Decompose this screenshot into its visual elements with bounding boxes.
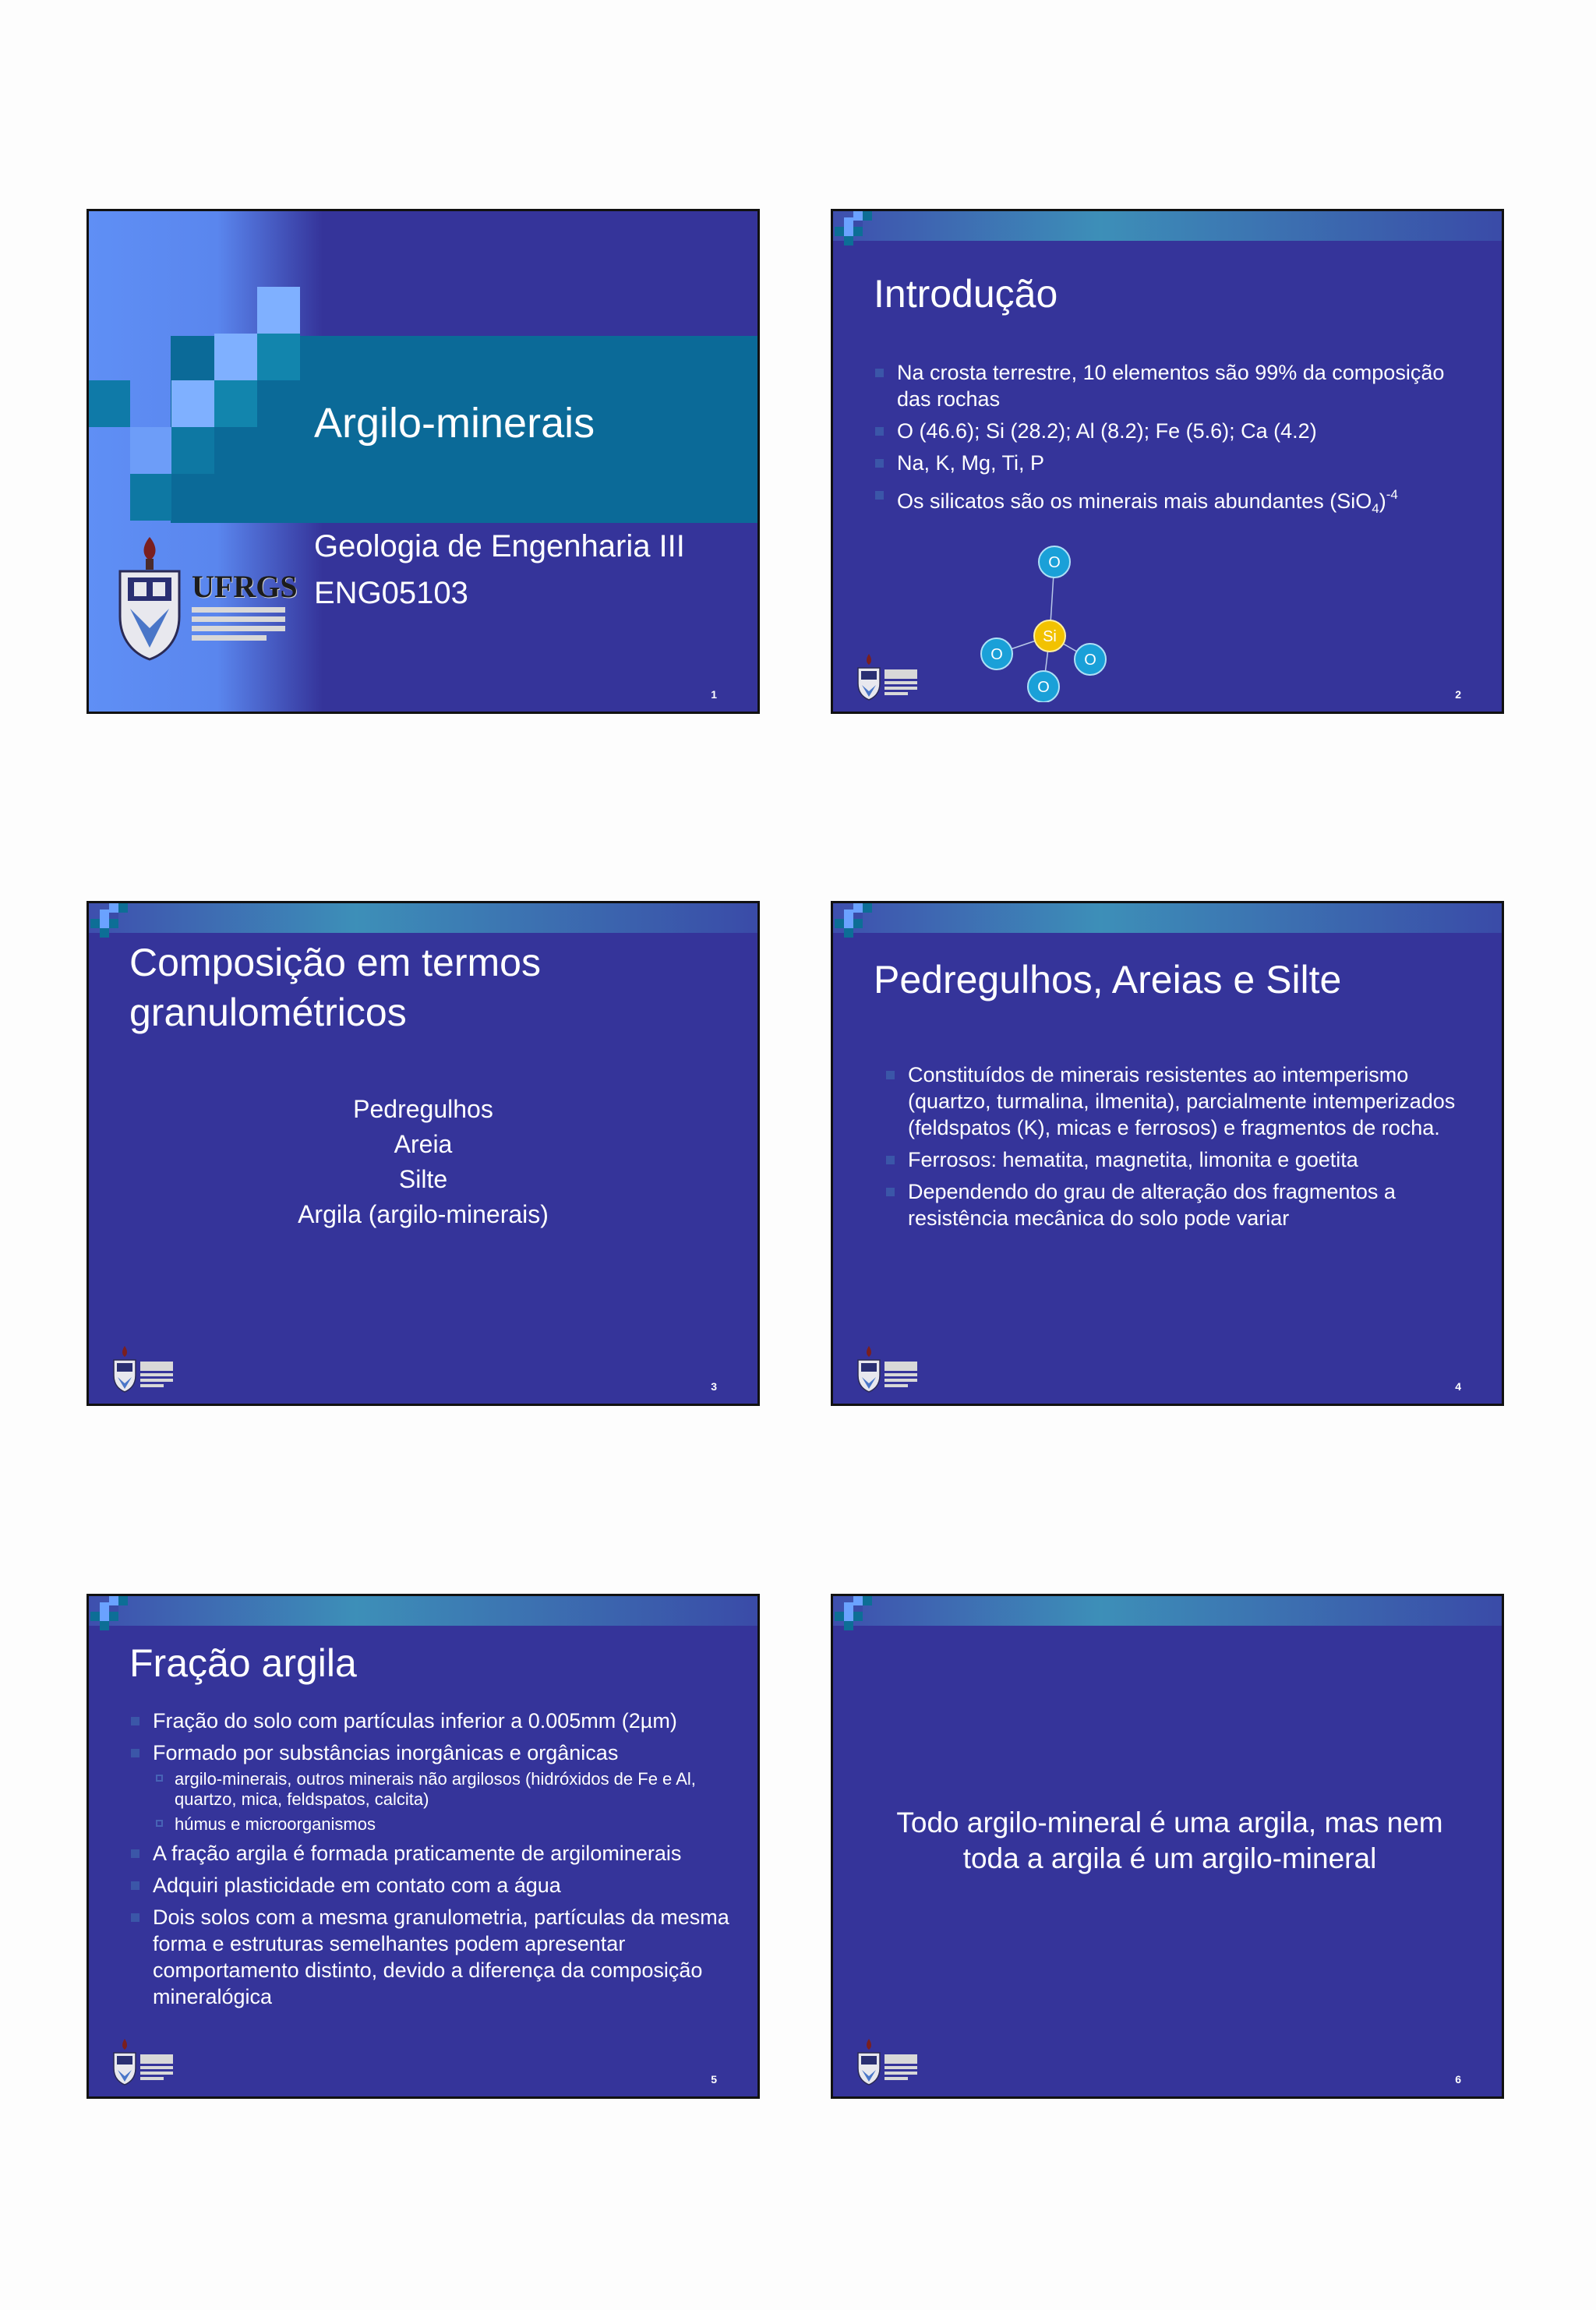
- slide-title: Pedregulhos, Areias e Silte: [874, 958, 1342, 1001]
- slide-title: Argilo-minerais: [314, 400, 595, 447]
- slide-title: Introdução: [874, 272, 1058, 316]
- slide-header-bar: [89, 1596, 757, 1626]
- sub-bullet-list: [153, 1769, 737, 1835]
- ufrgs-logo-text: UFRGS: [192, 569, 298, 604]
- ufrgs-logo: [111, 531, 298, 663]
- svg-text:O: O: [1084, 652, 1096, 669]
- bullet-item: Na crosta terrestre, 10 elementos são 99% da composição das rochas: [874, 359, 1481, 412]
- slide-header-bar: [833, 1596, 1502, 1626]
- slide-1[interactable]: [87, 209, 760, 714]
- bullet-item: Dois solos com a mesma granulometria, partículas da mesma forma e estruturas semelhantes podem apresentar comportamento distinto, devido a diferença da composição mineralógica: [129, 1904, 737, 2010]
- slide-title: Composição em termos granulométricos: [129, 941, 541, 1034]
- slide-number: 4: [1455, 1380, 1461, 1393]
- bullet-item: A fração argila é formada praticamente de argilominerais: [129, 1840, 737, 1867]
- silicate-tetrahedron-diagram: [966, 531, 1121, 702]
- slide-header-bar: [833, 903, 1502, 933]
- header-decorative-squares: [833, 211, 880, 245]
- bullet-text-close: ): [1379, 489, 1386, 513]
- bullet-list: [874, 359, 1481, 528]
- slide-header-bar: [833, 211, 1502, 241]
- list-line: Argila (argilo-minerais): [298, 1200, 549, 1228]
- slide-subtitle-code: ENG05103: [314, 576, 468, 610]
- ufrgs-logo-icon: [855, 1344, 919, 1393]
- bullet-item: Adquiri plasticidade em contato com a água: [129, 1872, 737, 1899]
- sub-bullet-item: argilo-minerais, outros minerais não argilosos (hidróxidos de Fe e Al, quartzo, mica, feldspatos, calcita): [153, 1769, 737, 1810]
- slide-3[interactable]: [87, 901, 760, 1406]
- bullet-text: Formado por substâncias inorgânicas e orgânicas: [153, 1741, 619, 1764]
- header-decorative-squares: [89, 1596, 136, 1630]
- subscript: 4: [1372, 501, 1379, 516]
- svg-text:O: O: [1048, 554, 1061, 571]
- slide-number: 1: [711, 688, 717, 701]
- bullet-list: [885, 1061, 1461, 1237]
- bullet-item: [874, 482, 1481, 522]
- sub-bullet-item: húmus e microorganismos: [153, 1814, 737, 1835]
- ufrgs-logo-icon: [855, 652, 919, 701]
- bullet-item: Na, K, Mg, Ti, P: [874, 450, 1481, 476]
- bullet-item: Ferrosos: hematita, magnetita, limonita e goetita: [885, 1146, 1461, 1173]
- slide-6[interactable]: [831, 1594, 1504, 2099]
- slide-statement: Todo argilo-mineral é uma argila, mas nem toda a argila é um argilo-mineral: [896, 1807, 1443, 1874]
- bullet-item: Dependendo do grau de alteração dos fragmentos a resistência mecânica do solo pode variar: [885, 1178, 1461, 1231]
- slide-number: 3: [711, 1380, 717, 1393]
- bullet-item: [129, 1740, 737, 1835]
- slide-4[interactable]: [831, 901, 1504, 1406]
- list-line: Areia: [394, 1130, 453, 1158]
- list-line: Silte: [398, 1165, 448, 1193]
- bullet-list: [129, 1708, 737, 2015]
- bullet-item: Fração do solo com partículas inferior a 0.005mm (2µm): [129, 1708, 737, 1734]
- svg-text:Si: Si: [1043, 628, 1057, 645]
- svg-text:O: O: [990, 646, 1003, 663]
- ufrgs-logo-icon: [855, 2037, 919, 2086]
- bullet-text: Os silicatos são os minerais mais abundantes (SiO: [897, 489, 1372, 513]
- bullet-item: O (46.6); Si (28.2); Al (8.2); Fe (5.6); Ca (4.2): [874, 418, 1481, 444]
- oxygen-atom-left: [981, 638, 1012, 669]
- slide-number: 6: [1455, 2073, 1461, 2086]
- ufrgs-logo-icon: [111, 2037, 175, 2086]
- oxygen-atom-right: [1075, 644, 1106, 675]
- header-decorative-squares: [89, 903, 136, 938]
- slide-number: 5: [711, 2073, 717, 2086]
- slide-2[interactable]: [831, 209, 1504, 714]
- slide-number: 2: [1455, 688, 1461, 701]
- bullet-item: Constituídos de minerais resistentes ao intemperismo (quartzo, turmalina, ilmenita), parcialmente intemperizados (feldspatos (K), micas e ferrosos) e fragmentos de rocha.: [885, 1061, 1461, 1141]
- svg-text:O: O: [1037, 679, 1050, 696]
- oxygen-atom-top: [1039, 546, 1070, 578]
- oxygen-atom-bottom: [1028, 671, 1059, 702]
- slide-title: Fração argila: [129, 1641, 357, 1685]
- slide-header-bar: [89, 903, 757, 933]
- superscript: -4: [1386, 487, 1398, 502]
- granulometry-list: [89, 1092, 757, 1232]
- list-line: Pedregulhos: [353, 1095, 493, 1123]
- header-decorative-squares: [833, 903, 880, 938]
- header-decorative-squares: [833, 1596, 880, 1630]
- ufrgs-logo-lines: [192, 607, 285, 641]
- silicon-atom: [1034, 620, 1065, 652]
- slide-subtitle-course: Geologia de Engenharia III: [314, 529, 685, 563]
- ufrgs-logo-icon: [111, 1344, 175, 1393]
- slide-5[interactable]: [87, 1594, 760, 2099]
